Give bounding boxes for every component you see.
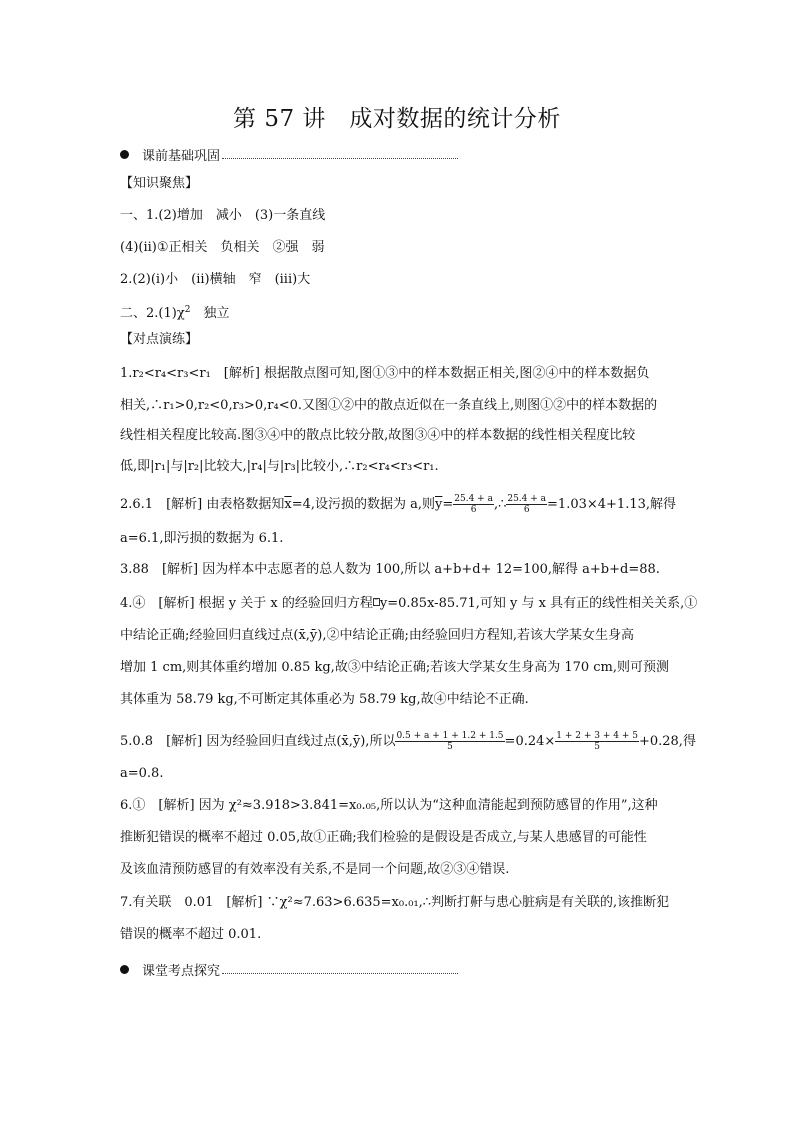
q2-line-1: 2.6.1 [解析] 由表格数据知$\overline{x}=4$,设污损的数据为 a,则$\overline{y}=$ $\frac{25.4 + a}{6}$ ,∴ $\frac{25.4 + a}{6}$ =1.03×4+1.13,解得 [120,494,677,515]
knowledge-line-1: 一、1.(2)增加 减小 (3)一条直线 [120,208,326,223]
q3-line: 3.88 [解析] 因为样本中志愿者的总人数为 100,所以 a+b+d+ 12=100,解得 a+b+d=88. [120,562,660,577]
dotted-divider [222,151,458,159]
q4-line-3: 增加 1 cm,则其体重约增加 0.85 kg,故③中结论正确;若该大学某女生身高为 170 cm,则可预测 [120,660,670,675]
q7-line-1: 7.有关联 0.01 [解析] ∵χ²≈7.63>6.635=x₀.₀₁,∴判断打鼾与患心脏病是有关联的,该推断犯 [120,895,670,910]
knowledge-line-4: 二、$2.(1)\chi^2$ 独立 [120,305,230,321]
bullet-icon [120,965,129,974]
fraction: $\frac{25.4 + a}{6}$ [454,494,493,515]
q4-line-4: 其体重为 58.79 kg,不可断定其体重必为 58.79 kg,故④中结论不正确. [120,692,529,707]
knowledge-line-2: (4)(ii)①正相关 负相关 ②强 弱 [120,240,325,255]
q1-line-3: 线性相关程度比较高.图③④中的散点比较分散,故图③④中的样本数据的线性相关程度比较 [120,428,636,443]
section-explore-label: 课堂考点探究 [142,964,221,979]
dotted-divider [222,966,458,974]
fraction: $\frac{25.4 + a}{6}$ [507,494,547,515]
q2-line-2: a=6.1,即污损的数据为 6.1. [120,531,284,546]
q1-line-4: 低,即|r₁|与|r₂|比较大,|r₄|与|r₃|比较小,∴r₂<r₄<r₃<r₁. [120,459,439,474]
q1-line-2: 相关,∴r₁>0,r₂<0,r₃>0,r₄<0.又图①②中的散点近似在一条直线上,则图①②中的样本数据的 [120,398,658,413]
q5-line-2: a=0.8. [120,766,164,781]
section-basics-label: 课前基础巩固 [142,149,221,164]
hat-icon: ^ [374,598,379,604]
heading-drill: 【对点演练】 [120,332,199,347]
q5-line-1: 5.0.8 [解析] 因为经验回归直线过点(x̄,ȳ),所以 $\frac{0.5 + a + 1 + 1.2 + 1.5}{5}$ =0.24× $\frac{1 + 2 + 3 + 4 + 5}{5}$ +0.28,得 [120,731,696,752]
q6-line-1: 6.① [解析] 因为 χ²≈3.918>3.841=x₀.₀₅,所以认为“这种血清能起到预防感冒的作用”,这种 [120,798,658,813]
q1-line-1: 1.r₂<r₄<r₃<r₁ [解析] 根据散点图可知,图①③中的样本数据正相关,图②④中的样本数据负 [120,366,650,381]
heading-knowledge: 【知识聚焦】 [120,176,199,191]
bullet-icon [120,150,129,159]
q6-line-3: 及该血清预防感冒的有效率没有关系,不是同一个问题,故②③④错误. [120,862,510,877]
q6-line-2: 推断犯错误的概率不超过 0.05,故①正确;我们检验的是假设是否成立,与某人患感冒的可能性 [120,830,647,845]
section-basics [120,145,458,164]
fraction: $\frac{1 + 2 + 3 + 4 + 5}{5}$ [556,731,638,752]
q4-line-2: 中结论正确;经验回归直线过点(x̄,ȳ),②中结论正确;由经验回归方程知,若该大学某女生身高 [120,628,634,643]
q4-line-1: 4.④ [解析] 根据 y 关于 x 的经验回归方程^y=0.85x-85.71,可知 y 与 x 具有正的线性相关关系,① [120,596,698,611]
fraction: $\frac{0.5 + a + 1 + 1.2 + 1.5}{5}$ [396,731,504,752]
knowledge-line-3: 2.(2)(i)小 (ii)横轴 窄 (iii)大 [120,272,311,287]
page-title: 第 57 讲 成对数据的统计分析 [233,106,561,132]
section-explore [120,960,458,979]
q7-line-2: 错误的概率不超过 0.01. [120,927,262,942]
